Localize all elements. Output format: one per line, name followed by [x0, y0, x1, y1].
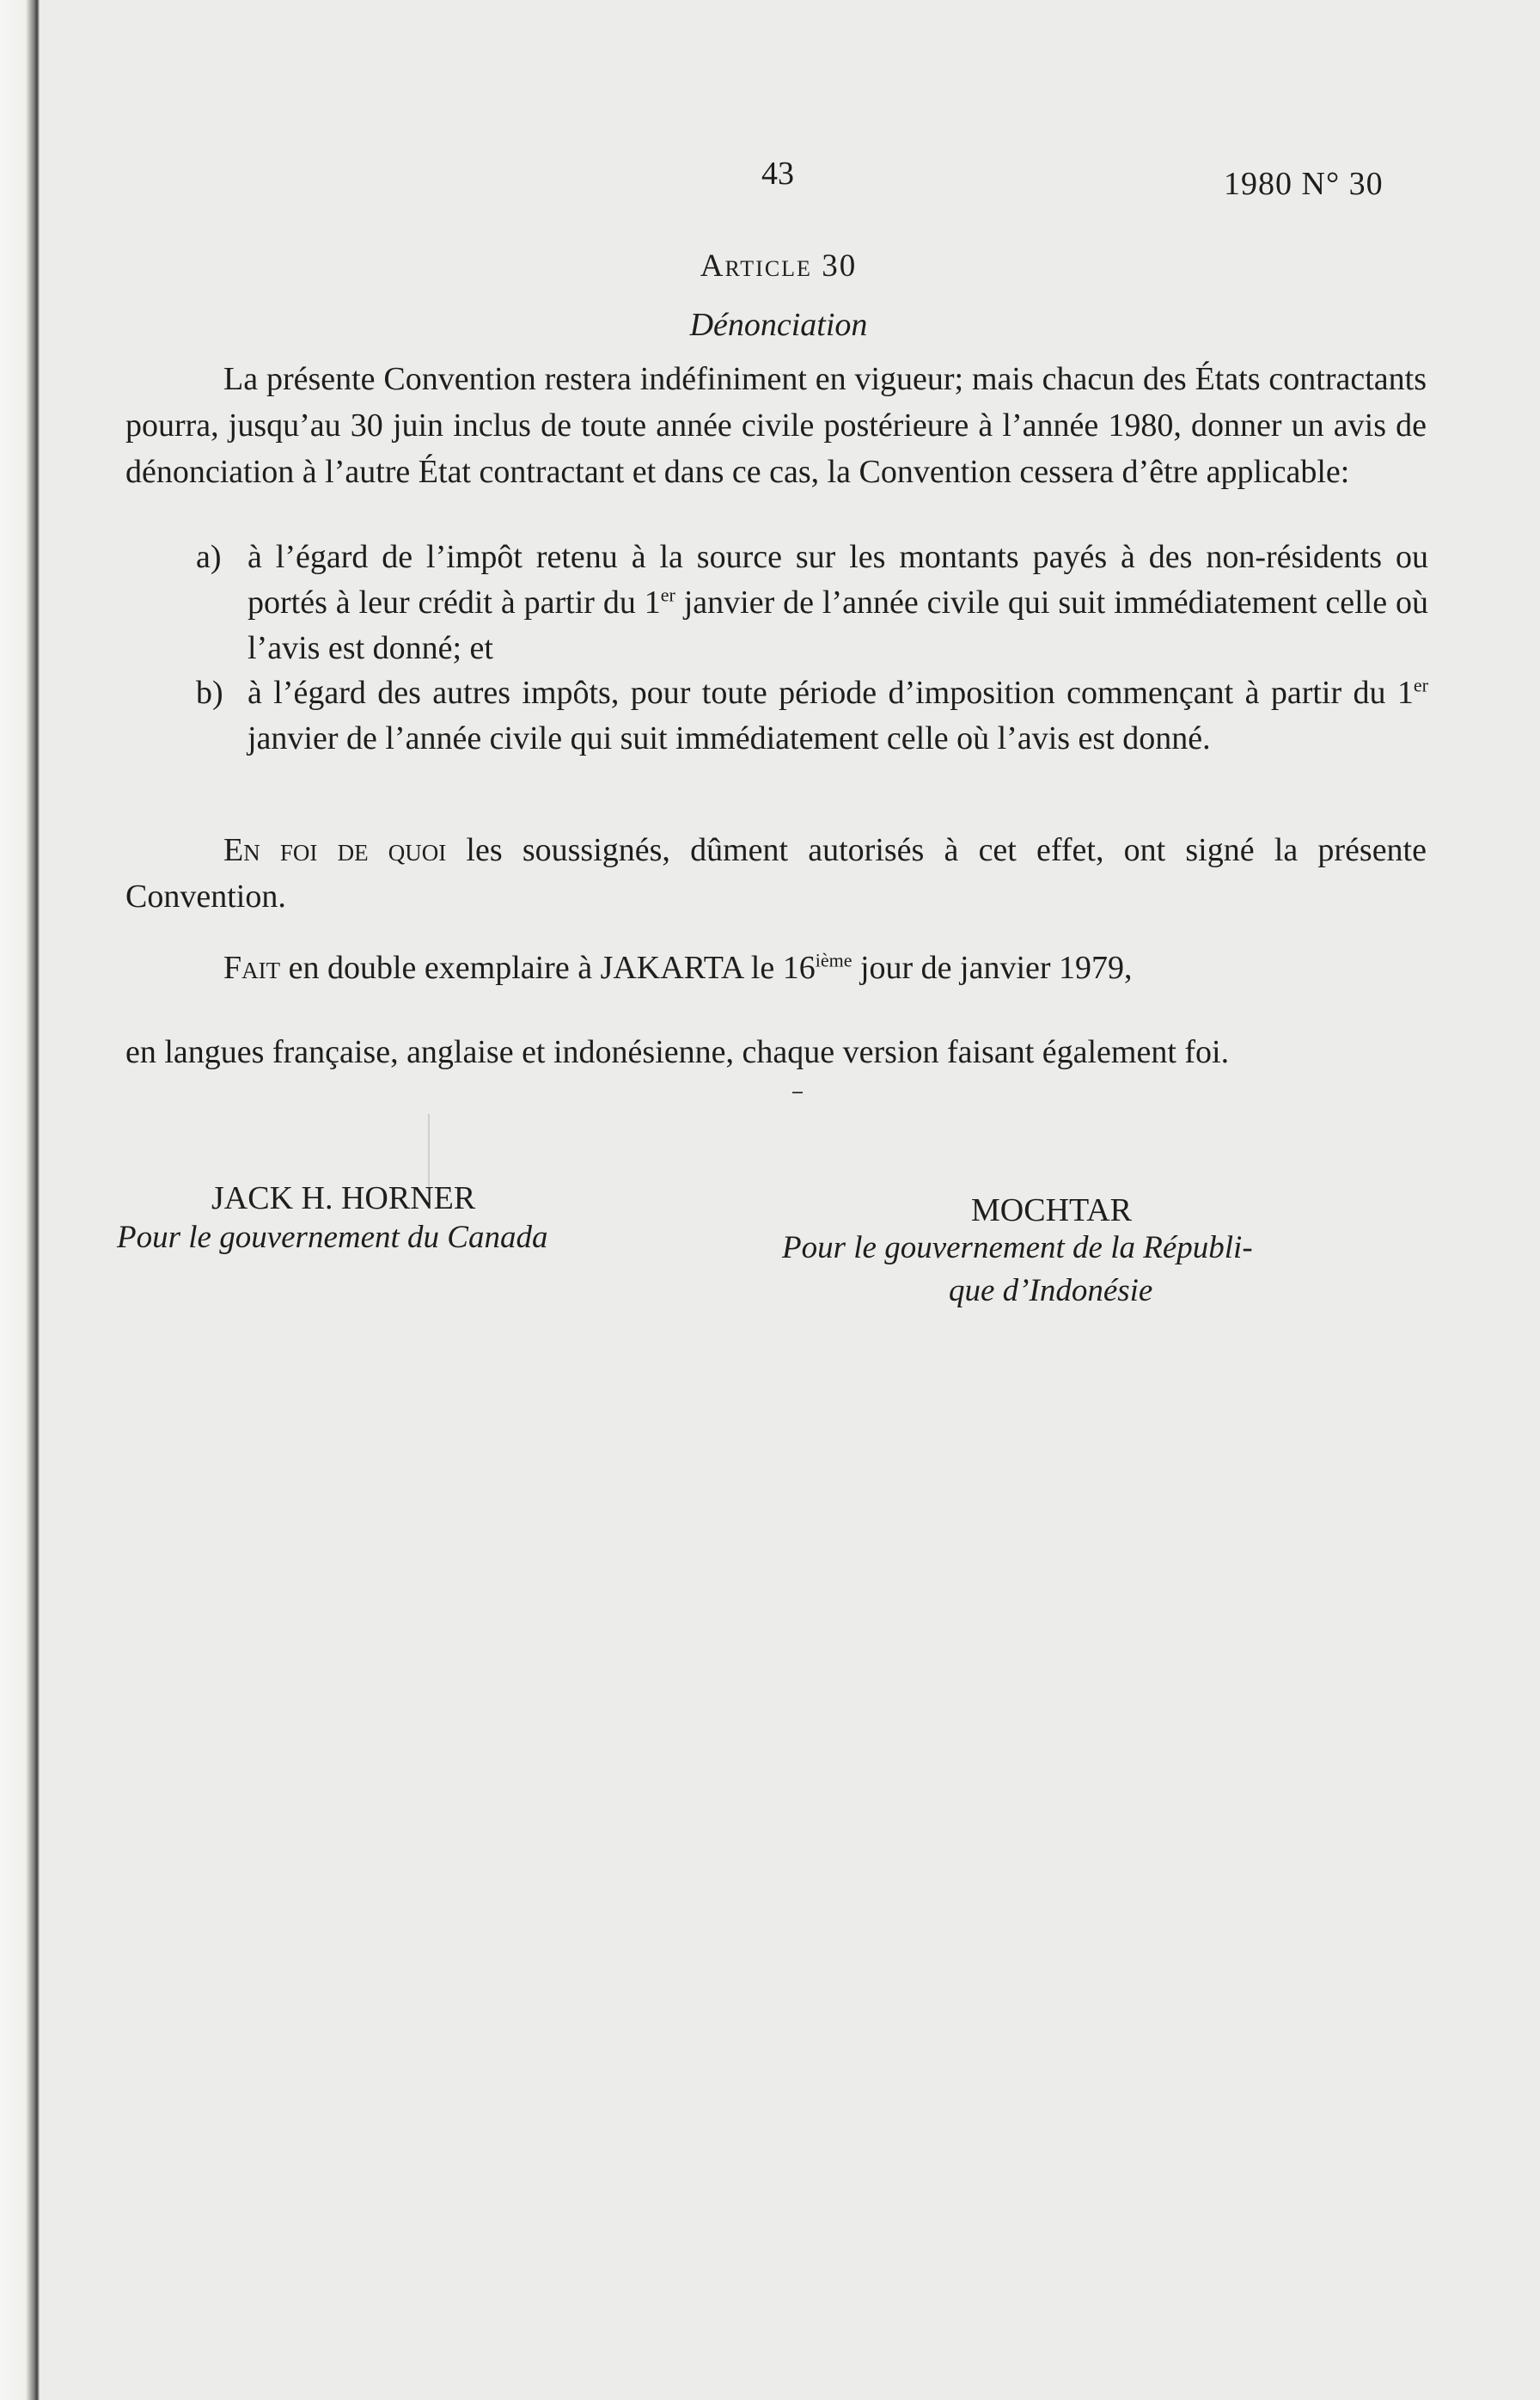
languages-line: en langues française, anglaise et indonésienne, chaque version faisant également foi. [125, 1034, 1230, 1070]
article-intro-paragraph: La présente Convention restera indéfiniment en vigueur; mais chacun des États contractants pourra, jusqu’au 30 juin inclus de toute année civile postérieure à l’année 1980, donner un avis de dénonciation à l’autre État contractant et dans ce cas, la Convention cessera d’être applicable: [125, 361, 1427, 490]
witness-paragraph [125, 827, 1427, 920]
signatory-canada-role: Pour le gouvernement du Canada [117, 1220, 548, 1255]
clause-b-label: b) [196, 675, 223, 711]
clause-a-text-before: à l’égard de l’impôt retenu à la source sur les montants payés à des non-résidents ou portés à leur crédit à partir du 1 [248, 539, 1428, 621]
clause-b-text-before: à l’égard des autres impôts, pour toute période d’imposition commençant à partir du 1 [248, 675, 1414, 711]
clause-b-text [248, 670, 1428, 762]
clause-a-text-after: janvier de l’année civile qui suit immédiatement celle où l’avis est donné; et [248, 585, 1428, 666]
clause-a-sup: er [660, 584, 675, 606]
article-title [40, 248, 1518, 285]
done-text-before: en double exemplaire à JAKARTA le 16 [280, 950, 816, 986]
signatory-indonesia-role-line1: Pour le gouvernement de la Républi- [782, 1230, 1253, 1265]
signatory-indonesia-name: MOCHTAR [971, 1192, 1132, 1228]
divider-mark [792, 1092, 803, 1093]
witness-lead: En foi de quoi [223, 832, 447, 868]
document-page [40, 0, 1540, 2400]
signatory-canada-name: JACK H. HORNER [211, 1180, 476, 1216]
page-number: 43 [761, 156, 794, 192]
clause-b-sup: er [1413, 674, 1428, 696]
done-line [223, 949, 1133, 987]
signatory-indonesia-role-line2: que d’Indonésie [949, 1273, 1153, 1308]
done-sup: ième [815, 949, 852, 971]
article-subtitle: Dénonciation [689, 307, 868, 343]
witness-text: les soussignés, dûment autorisés à cet effet, ont signé la présente Convention. [125, 832, 1427, 915]
clause-a-text [248, 535, 1428, 671]
clause-a-label: a) [196, 539, 222, 575]
article-title-text: Article 30 [700, 248, 858, 284]
book-spine [0, 0, 40, 2400]
clause-b-text-after: janvier de l’année civile qui suit immédiatement celle où l’avis est donné. [248, 720, 1211, 756]
done-lead: Fait [223, 950, 281, 986]
done-text-after: jour de janvier 1979, [852, 950, 1133, 986]
document-reference: 1980 N° 30 [1224, 166, 1384, 202]
